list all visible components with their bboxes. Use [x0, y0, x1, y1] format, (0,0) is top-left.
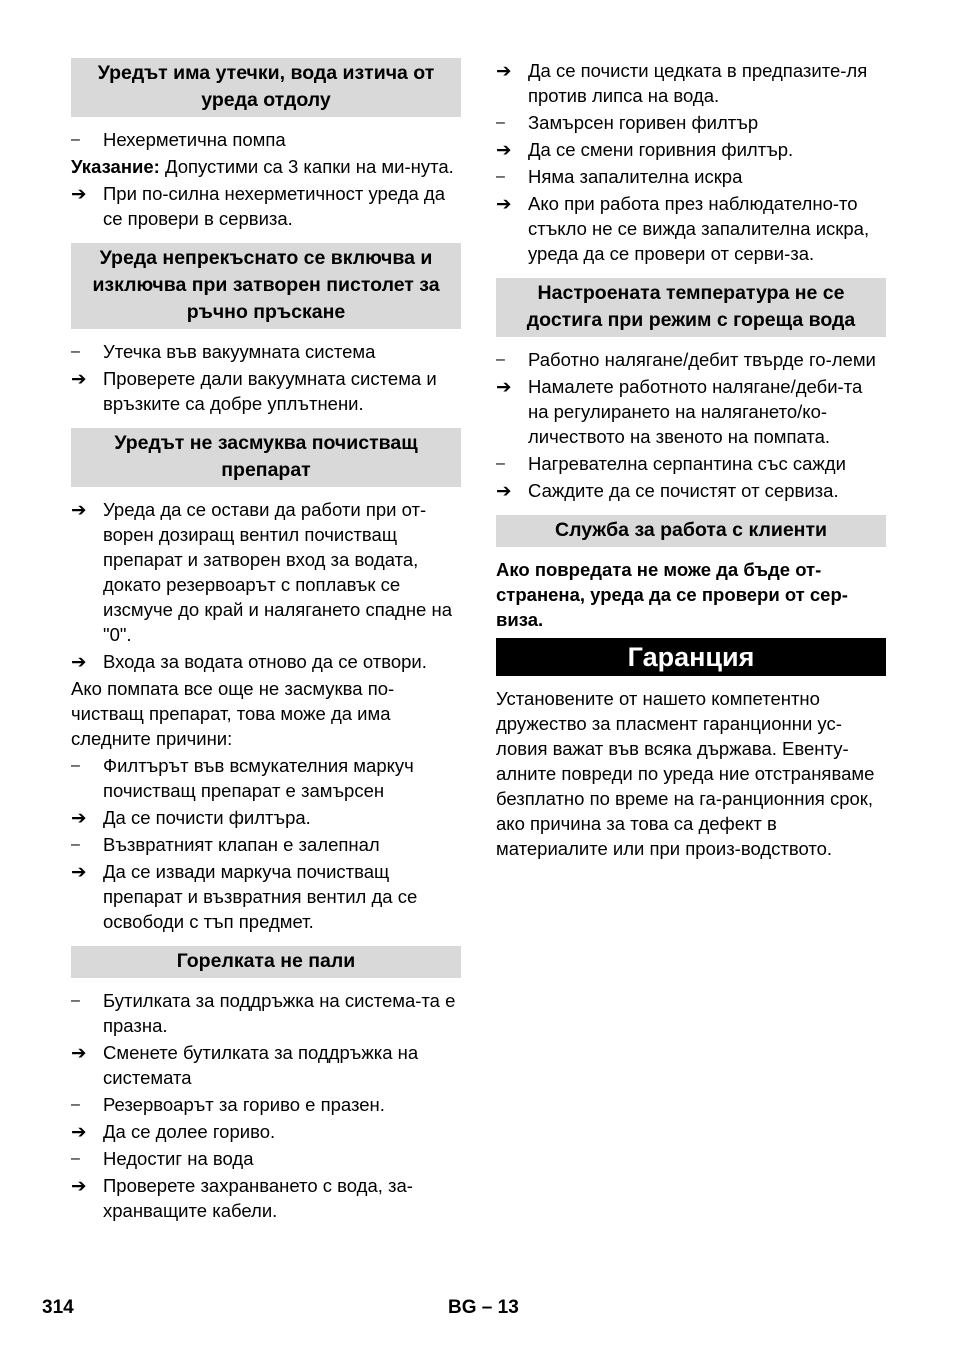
- paragraph: Ако помпата все още не засмуква по-чистващ препарат, това може да има следните причини:: [71, 678, 395, 749]
- arrow-icon: ➔: [71, 1175, 87, 1196]
- arrow-icon: ➔: [71, 861, 87, 882]
- list-item: – Нагревателна серпантина със сажди: [496, 453, 846, 474]
- list-item: ➔ Да се почисти филтъра.: [71, 807, 311, 828]
- section-footer: BG – 13: [448, 1297, 519, 1318]
- arrow-icon: ➔: [71, 183, 87, 204]
- arrow-icon: ➔: [496, 139, 512, 160]
- list-item: – Нехерметична помпа: [71, 129, 286, 150]
- dash-marker: –: [71, 836, 80, 853]
- section-heading-customer-service: Служба за работа с клиенти: [496, 515, 886, 547]
- dash-marker: –: [496, 455, 505, 472]
- section-heading-leak: Уредът има утечки, вода изтича от уреда отдолу: [71, 58, 461, 117]
- section-heading-temperature: Настроената температура не се достига при режим с гореща вода: [496, 278, 886, 337]
- list-item: – Резервоарът за гориво е празен.: [71, 1094, 385, 1115]
- service-text: Ако повредата не може да бъде от-странена, уреда да се провери от сер-виза.: [496, 559, 848, 630]
- arrow-icon: ➔: [71, 499, 87, 520]
- section-heading-cycling: Уреда непрекъснато се включва и изключва при затворен пистолет за ръчно пръскане: [71, 243, 461, 329]
- list-item: ➔ Намалете работното налягане/деби-та на регулирането на налягането/ко-личеството на звеното на помпата.: [496, 376, 863, 447]
- dash-marker: –: [71, 992, 80, 1009]
- arrow-icon: ➔: [496, 376, 512, 397]
- section-heading-detergent: Уредът не засмуква почистващ препарат: [71, 428, 461, 487]
- list-item: ➔ При по-силна нехерметичност уреда да се провери в сервиза.: [71, 183, 445, 229]
- arrow-icon: ➔: [496, 193, 512, 214]
- list-item: – Работно налягане/дебит твърде го-леми: [496, 349, 876, 370]
- list-item: ➔ Ако при работа през наблюдателно-то стъкло не се вижда запалителна искра, уреда да се провери от серви-за.: [496, 193, 870, 264]
- arrow-icon: ➔: [496, 480, 512, 501]
- arrow-icon: ➔: [71, 1042, 87, 1063]
- list-item: – Възвратният клапан е залепнал: [71, 834, 380, 855]
- list-item: – Няма запалителна искра: [496, 166, 743, 187]
- warranty-heading: Гаранция: [496, 638, 886, 676]
- arrow-icon: ➔: [71, 1121, 87, 1142]
- list-item: ➔ Сменете бутилката за поддръжка на системата: [71, 1042, 419, 1088]
- arrow-icon: ➔: [71, 368, 87, 389]
- list-item: – Утечка във вакуумната система: [71, 341, 376, 362]
- list-item: ➔ Саждите да се почистят от сервиза.: [496, 480, 839, 501]
- list-item: – Замърсен горивен филтър: [496, 112, 759, 133]
- dash-marker: –: [71, 757, 80, 774]
- dash-marker: –: [71, 1096, 80, 1113]
- warranty-text: Установените от нашето компетентно дружество за пласмент гаранционни ус-ловия важат във всяка държава. Евенту-алните повреди по уреда ние отстраняваме безплатно по време на га-ранционния срок, ако причина за това са дефект в материалите или при произ-водството.: [496, 688, 875, 859]
- right-column: [496, 58, 886, 863]
- list-item: – Бутилката за поддръжка на система-та е празна.: [71, 990, 456, 1036]
- list-item: ➔ Проверете дали вакуумната система и връзките са добре уплътнени.: [71, 368, 437, 414]
- arrow-icon: ➔: [71, 651, 87, 672]
- arrow-icon: ➔: [71, 807, 87, 828]
- dash-marker: –: [496, 351, 505, 368]
- arrow-icon: ➔: [496, 60, 512, 81]
- list-item: – Недостиг на вода: [71, 1148, 254, 1169]
- list-item: ➔ Проверете захранването с вода, за-хранващите кабели.: [71, 1175, 413, 1221]
- list-item: ➔ Да се извади маркуча почистващ препарат и възвратния вентил да се освободи с тъп предмет.: [71, 861, 418, 932]
- dash-marker: –: [496, 168, 505, 185]
- note-label: Указание:: [71, 156, 160, 177]
- dash-marker: –: [71, 343, 80, 360]
- note-paragraph: Указание: Допустими са 3 капки на ми-нута.: [71, 156, 454, 177]
- dash-marker: –: [496, 114, 505, 131]
- list-item: ➔ Да се почисти цедката в предпазите-ля против липса на вода.: [496, 60, 868, 106]
- list-item: ➔ Входа за водата отново да се отвори.: [71, 651, 427, 672]
- section-heading-burner: Горелката не пали: [71, 946, 461, 978]
- dash-marker: –: [71, 1150, 80, 1167]
- list-item: ➔ Да се долее гориво.: [71, 1121, 276, 1142]
- list-item: ➔ Да се смени горивния филтър.: [496, 139, 794, 160]
- page-number: 314: [42, 1297, 74, 1318]
- list-item: ➔ Уреда да се остави да работи при от-ворен дозиращ вентил почистващ препарат и затворен вход за водата, докато резервоарът с поплавък се изсмуче до край и налягането спадне на "0".: [71, 499, 452, 645]
- list-item: – Филтърът във всмукателния маркуч почистващ препарат е замърсен: [71, 755, 414, 801]
- dash-marker: –: [71, 131, 80, 148]
- left-column: [71, 58, 461, 1225]
